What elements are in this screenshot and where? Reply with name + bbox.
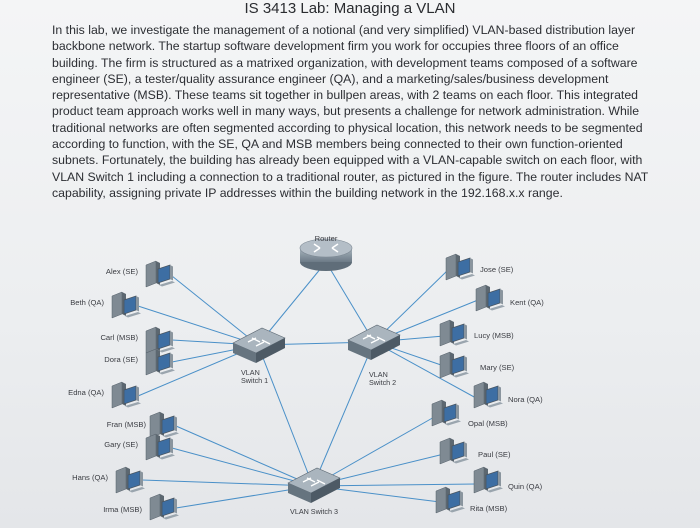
computer-icon <box>112 292 141 318</box>
computer-icon <box>146 261 175 287</box>
host-label: Mary (SE) <box>480 363 515 372</box>
network-link <box>258 345 313 486</box>
host-label: Alex (SE) <box>105 267 138 276</box>
computer-icon <box>146 327 175 353</box>
vlan-switch-2 <box>348 325 400 387</box>
host-label: Lucy (MSB) <box>474 331 514 340</box>
computer-icon <box>150 494 179 520</box>
network-link <box>313 342 374 486</box>
host-label: Nora (QA) <box>508 395 543 404</box>
computer-icon <box>116 467 145 493</box>
computer-icon <box>146 349 175 375</box>
host-fran <box>107 412 179 438</box>
host-alex <box>106 261 175 287</box>
vlan-switch-1 <box>233 328 285 385</box>
switch-1-label-line1: VLAN <box>241 368 260 377</box>
host-kent <box>476 285 544 311</box>
computer-icon <box>112 382 141 408</box>
host-label: Dora (SE) <box>104 355 138 364</box>
page-title: IS 3413 Lab: Managing a VLAN <box>244 0 456 17</box>
computer-icon <box>436 487 465 513</box>
host-label: Fran (MSB) <box>106 420 146 429</box>
switch-2-label-line1: VLAN <box>369 370 388 379</box>
host-carl <box>100 327 175 353</box>
computer-icon <box>474 382 503 408</box>
switch-1-label-line2: Switch 1 <box>241 376 269 385</box>
router-label: Router <box>314 234 338 243</box>
intro-paragraph: In this lab, we investigate the management of a notional (and very simplified) VLAN-based distribution layer backbone network. The startup software development firm you work for occupies three floors of an office building. The firm is structured as a matrixed organization, with development teams composed of a software engineer (SE), a tester/quality assurance engineer (QA), and a marketing/sales/business development representative (MSB). These teams sit together in bullpen areas, with 2 teams on each floor. This integrated product team approach works well in many ways, but presents a challenge for network administration. While traditional networks are often segmented according to physical location, this network needs to be segmented according to function, with the SE, QA and MSB members being connected to their own function-oriented subnets. Fortunately, the building has already been equipped with a VLAN-capable switch on each floor, with VLAN Switch 1 including a connection to a traditional router, as pictured in the figure. The router includes NAT capability, assigning private IP addresses within the building network in the 192.168.x.x range. <box>52 23 649 200</box>
host-beth <box>70 292 141 318</box>
computer-icon <box>440 438 469 464</box>
host-label: Irma (MSB) <box>103 505 142 514</box>
host-label: Kent (QA) <box>510 298 544 307</box>
host-nora <box>474 382 543 408</box>
host-lucy <box>440 320 514 346</box>
host-label: Paul (SE) <box>478 450 511 459</box>
network-links <box>138 262 478 508</box>
network-link <box>176 426 313 486</box>
host-label: Opal (MSB) <box>468 419 508 428</box>
switch-3-label: VLAN Switch 3 <box>290 507 338 516</box>
computer-icon <box>440 352 469 378</box>
host-label: Hans (QA) <box>72 473 108 482</box>
computer-icon <box>476 285 505 311</box>
host-dora <box>104 349 175 375</box>
host-jose <box>446 254 514 280</box>
switch-2-label-line2: Switch 2 <box>369 378 397 387</box>
vlan-switch-3 <box>288 468 340 516</box>
host-mary <box>440 352 515 378</box>
host-irma <box>103 494 179 520</box>
router <box>300 234 352 271</box>
host-label: Beth (QA) <box>70 298 104 307</box>
host-label: Rita (MSB) <box>470 504 508 513</box>
host-hans <box>72 467 145 493</box>
computer-icon <box>474 467 503 493</box>
host-label: Carl (MSB) <box>100 333 138 342</box>
host-label: Gary (SE) <box>104 440 138 449</box>
computer-icon <box>440 320 469 346</box>
host-paul <box>440 438 511 464</box>
host-label: Quin (QA) <box>508 482 543 491</box>
host-label: Jose (SE) <box>480 265 514 274</box>
computer-icon <box>432 400 461 426</box>
computer-icon <box>146 434 175 460</box>
host-edna <box>68 382 141 408</box>
network-link <box>172 276 258 345</box>
network-link <box>172 448 313 486</box>
host-quin <box>474 467 543 493</box>
host-rita <box>436 487 508 513</box>
host-gary <box>104 434 175 460</box>
computer-icon <box>446 254 475 280</box>
host-label: Edna (QA) <box>68 388 104 397</box>
computer-icon <box>150 412 179 438</box>
